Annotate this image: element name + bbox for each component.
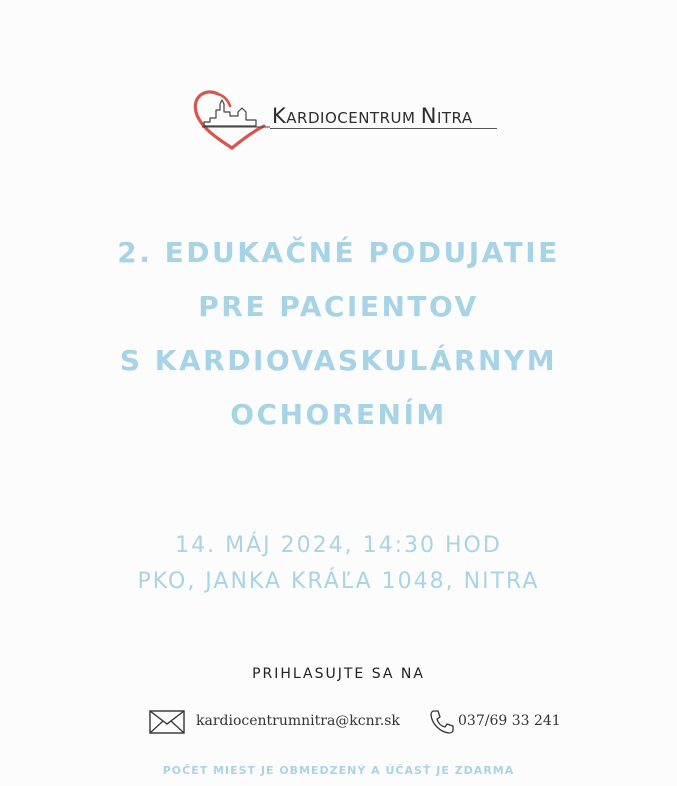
registration-heading: PRIHLASUJTE SA NA (252, 666, 425, 682)
logo-underline (270, 128, 497, 129)
event-datetime: 14. MÁJ 2024, 14:30 HOD (175, 533, 502, 558)
contact-row (0, 708, 677, 738)
logo (190, 86, 510, 152)
phone-link[interactable]: 037/69 33 241 (458, 713, 561, 729)
capacity-note: POČET MIEST JE OBMEDZENÝ A ÚČASŤ JE ZDARMA (162, 764, 515, 777)
event-title (0, 226, 677, 442)
title-line-2: PRE PACIENTOV (198, 290, 479, 323)
event-details (0, 528, 677, 600)
logo-name: KARDIOCENTRUM NITRA (272, 104, 473, 128)
heart-with-castle-icon (190, 86, 280, 152)
title-line-4: OCHORENÍM (230, 398, 447, 431)
title-line-3: S KARDIOVASKULÁRNYM (119, 344, 558, 377)
envelope-icon (149, 710, 185, 734)
email-link[interactable]: kardiocentrumnitra@kcnr.sk (196, 713, 400, 729)
title-line-1: 2. EDUKAČNÉ PODUJATIE (117, 236, 560, 269)
event-location: PKO, JANKA KRÁĽA 1048, NITRA (137, 569, 540, 594)
phone-icon (428, 708, 456, 736)
